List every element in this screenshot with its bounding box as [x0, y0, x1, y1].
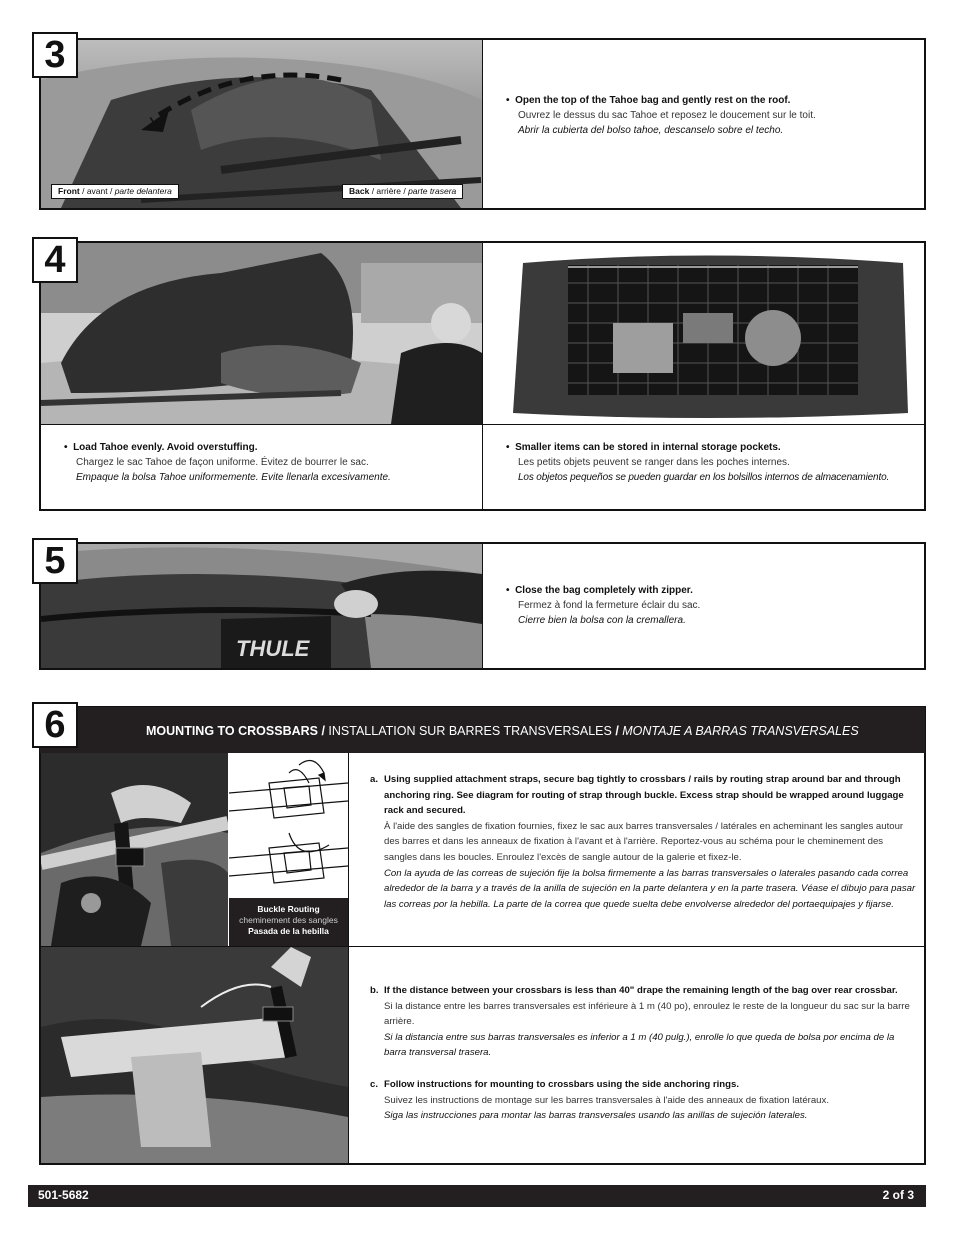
part-number: 501-5682: [38, 1188, 89, 1202]
item-b-fr: Si la distance entre les barres transversales est inférieure à 1 m (40 po), enroulez le reste de la longueur du sac sur la barre arrière.: [384, 1000, 910, 1028]
step-5-photo: [41, 544, 482, 668]
step-5-text-fr: Fermez à fond la fermeture éclair du sac.: [518, 600, 701, 611]
item-a-fr: À l'aide des sangles de fixation fournies, fixez le sac aux barres transversales / latérales en acheminant les sangles autour des barres et dans les anneaux de fixation à l'avant et à l'arrière. Reportez-vous au schéma pour le cheminement des sangles dans les boucles. Enroulez l'excès de sangle autour de la galerie et fixez-le.: [384, 820, 904, 863]
step-3-divider: [482, 40, 483, 208]
front-label-fr: avant: [86, 186, 108, 196]
page-footer: [28, 1185, 926, 1207]
step-6-item-c: [370, 1077, 916, 1124]
back-label-es: parte trasera: [408, 186, 457, 196]
back-label-fr: arrière: [376, 186, 401, 196]
step-3-text-fr: Ouvrez le dessus du sac Tahoe et reposez le doucement sur le toit.: [518, 110, 816, 121]
step-5-divider: [482, 544, 483, 668]
step-6-header: MOUNTING TO CROSSBARS / INSTALLATION SUR BARRES TRANSVERSALES / MONTAJE A BARRAS TRANSVERSALES: [40, 707, 925, 753]
step-6-row-divider: [41, 946, 924, 947]
step-4-right-instructions: • Smaller items can be stored in internal storage pockets. Les petits objets peuvent se ranger dans les poches internes. Los objetos pequeños se pueden guardar en los bolsillos internos de almacenamiento.: [506, 440, 924, 485]
front-label: Front / avant / parte delantera: [51, 184, 179, 199]
step-4-right-en: Smaller items can be stored in internal storage pockets.: [515, 442, 781, 453]
step-3-instructions: • Open the top of the Tahoe bag and gently rest on the roof. Ouvrez le dessus du sac Tahoe et reposez le doucement sur le toit. Abrir la cubierta del bolso tahoe, descanselo sobre el techo.: [506, 93, 916, 138]
step-5-number: 5: [32, 538, 78, 584]
buckle-routing-diagram: [229, 753, 348, 898]
item-a-es: Con la ayuda de las correas de sujeción fije la bolsa firmemente a las barras transversales o laterales pasando cada correa alrededor de la barra y a través de la anilla de sujeción en la parte delantera y en la parte trasera. Véase el dibujo para pasar las correas por la hebilla. La parte de la correa que quede suelta debe envolverse alrededor del portaequipajes y fijarse.: [384, 867, 916, 910]
step-6-item-b: [370, 983, 916, 1061]
step-4-photo-pocket: [483, 243, 924, 424]
item-a-label: a.: [370, 774, 379, 785]
step-4-divider: [482, 243, 483, 509]
step-6-photo-split: [228, 753, 229, 946]
step-4-right-fr: Les petits objets peuvent se ranger dans les poches internes.: [518, 457, 790, 468]
back-label: Back / arrière / parte trasera: [342, 184, 463, 199]
step-3-photo: [41, 40, 482, 208]
buckle-routing-caption: [229, 898, 348, 946]
item-c-fr: Suivez les instructions de montage sur les barres transversales à l'aide des anneaux de fixation latéraux.: [384, 1094, 829, 1106]
step-3-text-es: Abrir la cubierta del bolso tahoe, descanselo sobre el techo.: [518, 125, 784, 136]
back-label-en: Back: [349, 186, 370, 196]
step-5-instructions: • Close the bag completely with zipper. Fermez à fond la fermeture éclair du sac. Cierre bien la bolsa con la cremallera.: [506, 583, 916, 628]
step-4-left-instructions: • Load Tahoe evenly. Avoid overstuffing. Chargez le sac Tahoe de façon uniforme. Évitez de bourrer le sac. Empaque la bolsa Tahoe uniformemente. Evite llenarla excesivamente.: [64, 440, 474, 485]
item-c-es: Siga las instrucciones para montar las barras transversales usando las anillas de sujeción laterales.: [384, 1110, 808, 1122]
page-number: 2 of 3: [882, 1188, 914, 1202]
caption-fr: cheminement des sangles: [239, 915, 338, 925]
front-label-en: Front: [58, 186, 80, 196]
step-5-text-en: Close the bag completely with zipper.: [515, 585, 693, 596]
item-c-label: c.: [370, 1079, 379, 1090]
step-6-item-a: [370, 772, 916, 912]
step-4-left-en: Load Tahoe evenly. Avoid overstuffing.: [73, 442, 258, 453]
step-6-header-fr: INSTALLATION SUR BARRES TRANSVERSALES: [328, 724, 612, 738]
item-b-en: If the distance between your crossbars is less than 40" drape the remaining length of the bag over rear crossbar.: [384, 985, 898, 996]
step-4-number: 4: [32, 237, 78, 283]
item-a-en: Using supplied attachment straps, secure bag tightly to crossbars / rails by routing strap around bar and through anchoring ring. See diagram for routing of strap through buckle. Excess strap should be wrapped around luggage rack and secured.: [384, 774, 904, 817]
step-5-text-es: Cierre bien la bolsa con la cremallera.: [518, 615, 686, 626]
step-3-number: 3: [32, 32, 78, 78]
step-4-right-es: Los objetos pequeños se pueden guardar en los bolsillos internos de almacenamiento.: [518, 472, 890, 483]
step-6-number: 6: [32, 702, 78, 748]
step-4-photo-loading: [41, 243, 482, 424]
item-b-es: Si la distancia entre sus barras transversales es inferior a 1 m (40 pulg.), enrolle lo que queda de bolsa por encima de la barra transversal trasera.: [384, 1031, 895, 1059]
step-3-text-en: Open the top of the Tahoe bag and gently rest on the roof.: [515, 95, 791, 106]
step-6-header-en: MOUNTING TO CROSSBARS: [146, 724, 318, 738]
item-c-en: Follow instructions for mounting to crossbars using the side anchoring rings.: [384, 1079, 739, 1090]
step-6-photo-strap: [41, 753, 228, 946]
item-b-label: b.: [370, 985, 379, 996]
front-label-es: parte delantera: [114, 186, 172, 196]
step-6-header-es: MONTAJE A BARRAS TRANSVERSALES: [622, 724, 859, 738]
step-4-left-fr: Chargez le sac Tahoe de façon uniforme. Évitez de bourrer le sac.: [76, 457, 369, 468]
step-4-left-es: Empaque la bolsa Tahoe uniformemente. Evite llenarla excesivamente.: [76, 472, 391, 483]
caption-en: Buckle Routing: [257, 904, 320, 914]
step-6-photo-crossbar: [41, 947, 348, 1163]
step-6-col-divider: [348, 753, 349, 1163]
thule-logo-text: THULE: [236, 636, 310, 661]
caption-es: Pasada de la hebilla: [248, 926, 329, 936]
